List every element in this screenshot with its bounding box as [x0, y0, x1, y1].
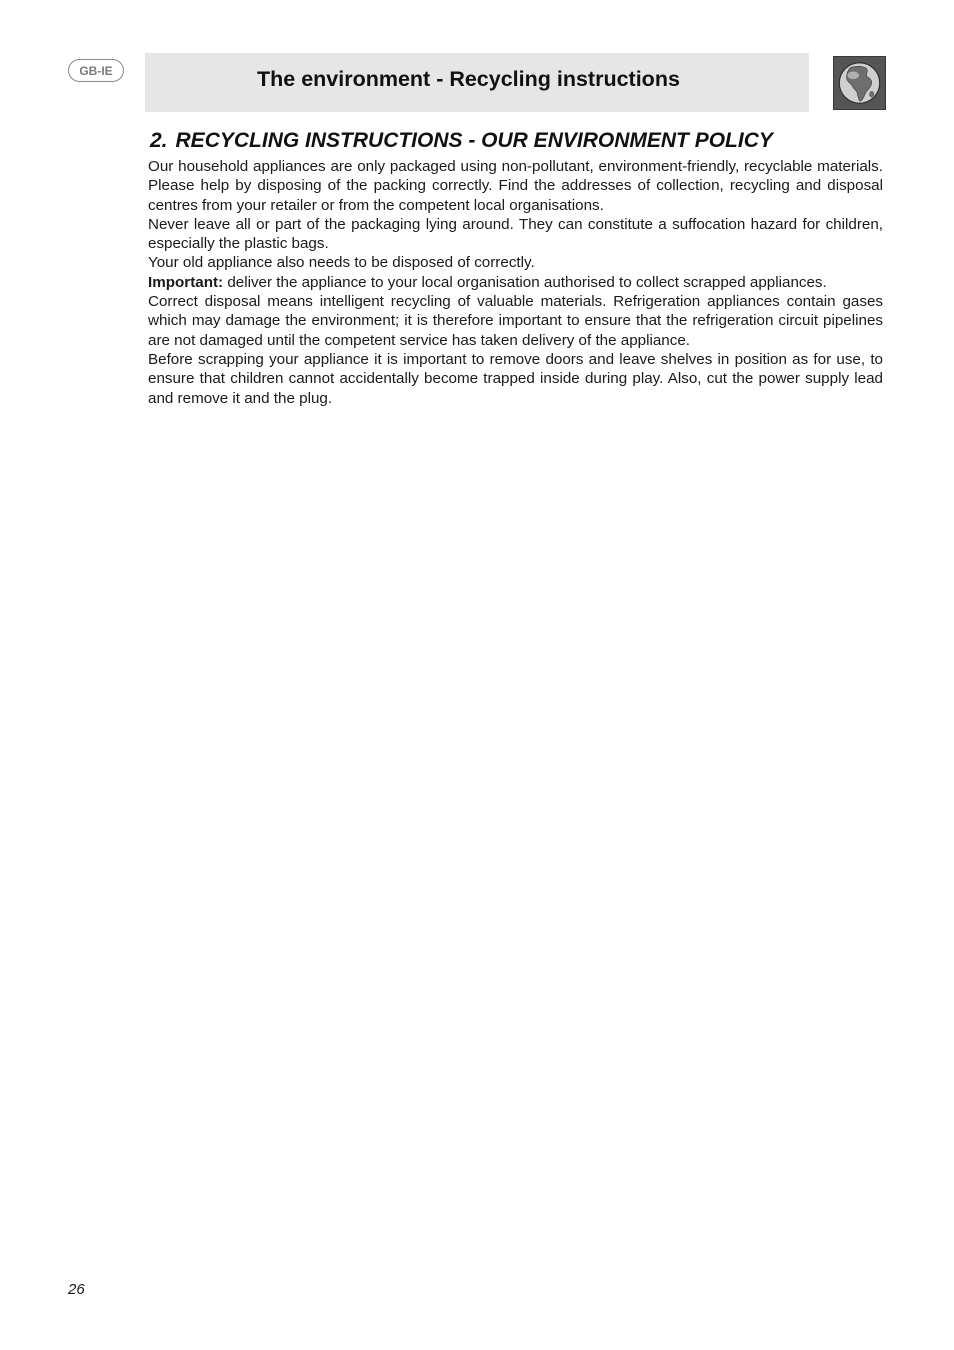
important-label: Important: [148, 273, 224, 291]
language-badge: GB-IE [68, 59, 124, 82]
section-heading-text: RECYCLING INSTRUCTIONS - OUR ENVIRONMENT POLICY [175, 129, 773, 152]
paragraph-old-appliance: Your old appliance also needs to be disposed of correctly. [148, 254, 535, 272]
section-number: 2. [150, 129, 168, 152]
header-bar [145, 53, 809, 112]
section-heading [150, 129, 773, 153]
paragraph-packaging: Our household appliances are only packaged using non-pollutant, environment-friendly, recyclable materials. Please help by disposing of the packing correctly. Find the addresses of collection, recycling and disposal centres from your retailer or from the competent local organisations. [148, 158, 883, 214]
paragraph-correct-disposal: Correct disposal means intelligent recycling of valuable materials. Refrigeration appliances contain gases which may damage the environment; it is therefore important to ensure that the refrigeration circuit pipelines are not damaged until the competent service has taken delivery of the appliance. [148, 293, 883, 349]
paragraph-before-scrapping: Before scrapping your appliance it is important to remove doors and leave shelves in position as for use, to ensure that children cannot accidentally become trapped inside during play. Also, cut the power supply lead and remove it and the plug. [148, 350, 883, 407]
page-title: The environment - Recycling instructions [257, 67, 680, 91]
globe-icon [833, 56, 886, 110]
paragraph-suffocation-warning: Never leave all or part of the packaging lying around. They can constitute a suffocation hazard for children, especially the plastic bags. [148, 215, 883, 253]
body-content [148, 157, 883, 408]
important-text: deliver the appliance to your local organisation authorised to collect scrapped appliances. [223, 273, 827, 291]
paragraph-important [148, 273, 883, 292]
page-number: 26 [68, 1281, 85, 1298]
